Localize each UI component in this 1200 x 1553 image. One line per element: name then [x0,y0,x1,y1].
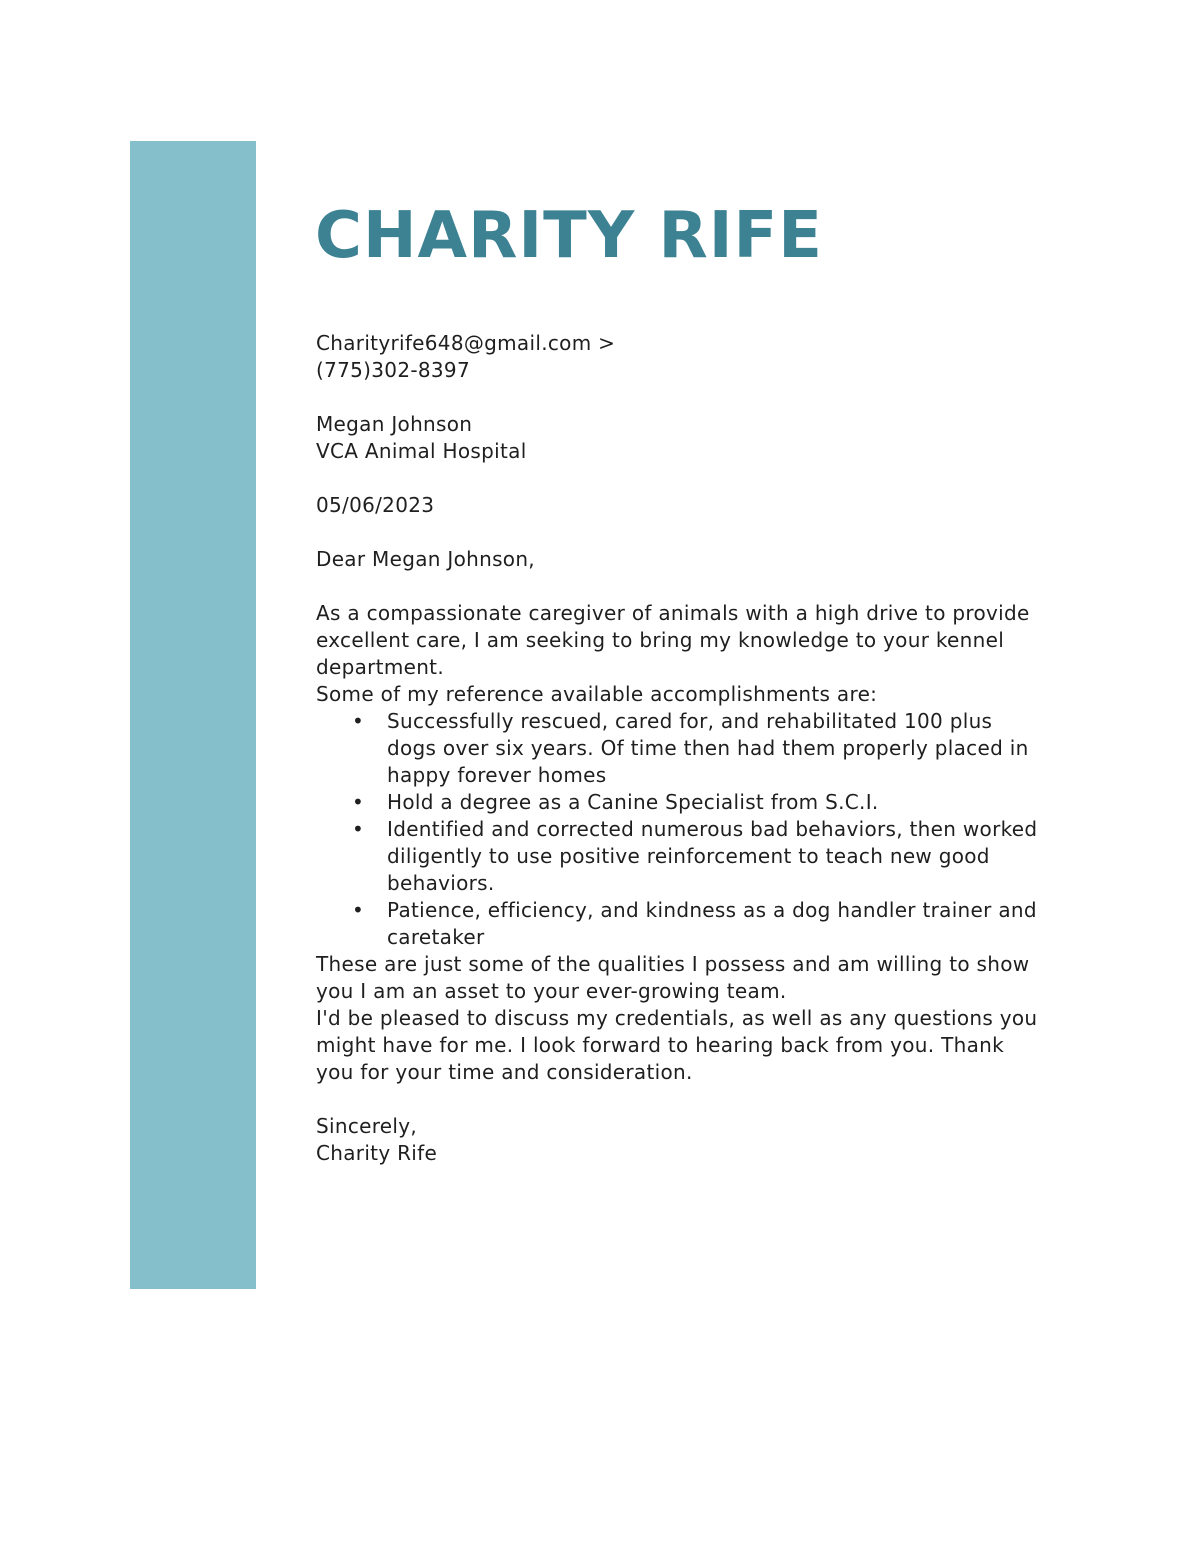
letter-date: 05/06/2023 [316,493,435,517]
contact-phone: (775)302-8397 [316,358,470,382]
recipient-organization: VCA Animal Hospital [316,439,527,463]
accomplishments-list [316,708,1046,951]
bullet-icon: • [352,817,365,841]
applicant-name-heading: CHARITY RIFE [315,199,823,273]
accent-sidebar [130,141,256,1289]
bullet-icon: • [352,790,365,814]
list-item [316,789,1042,816]
accomplishment-text: Patience, efficiency, and kindness as a dog handler trainer and caretaker [387,898,1037,949]
recipient-name: Megan Johnson [316,412,473,436]
qualities-paragraph: These are just some of the qualities I possess and am willing to show you I am an asset to your ever-growing team. [316,952,1030,1003]
closing-salutation: Sincerely, [316,1114,418,1138]
bullet-icon: • [352,709,365,733]
signature-name: Charity Rife [316,1141,438,1165]
contact-email: Charityrife648@gmail.com > [316,331,616,355]
letter-body [316,330,1046,1167]
accomplishment-text: Successfully rescued, cared for, and rehabilitated 100 plus dogs over six years. Of time then had them properly placed in happy forever homes [387,709,1029,787]
bullet-icon: • [352,898,365,922]
list-item [316,708,1042,789]
intro-paragraph: As a compassionate caregiver of animals with a high drive to provide excellent care, I am seeking to bring my knowledge to your kennel department. [316,601,1030,679]
list-item [316,816,1042,897]
closing-paragraph: I'd be pleased to discuss my credentials, as well as any questions you might have for me. I look forward to hearing back from you. Thank you for your time and consideration. [316,1006,1038,1084]
list-intro: Some of my reference available accomplishments are: [316,682,878,706]
accomplishment-text: Identified and corrected numerous bad behaviors, then worked diligently to use positive reinforcement to teach new good behaviors. [387,817,1038,895]
greeting: Dear Megan Johnson, [316,547,535,571]
list-item [316,897,1042,951]
accomplishment-text: Hold a degree as a Canine Specialist from S.C.I. [387,790,879,814]
